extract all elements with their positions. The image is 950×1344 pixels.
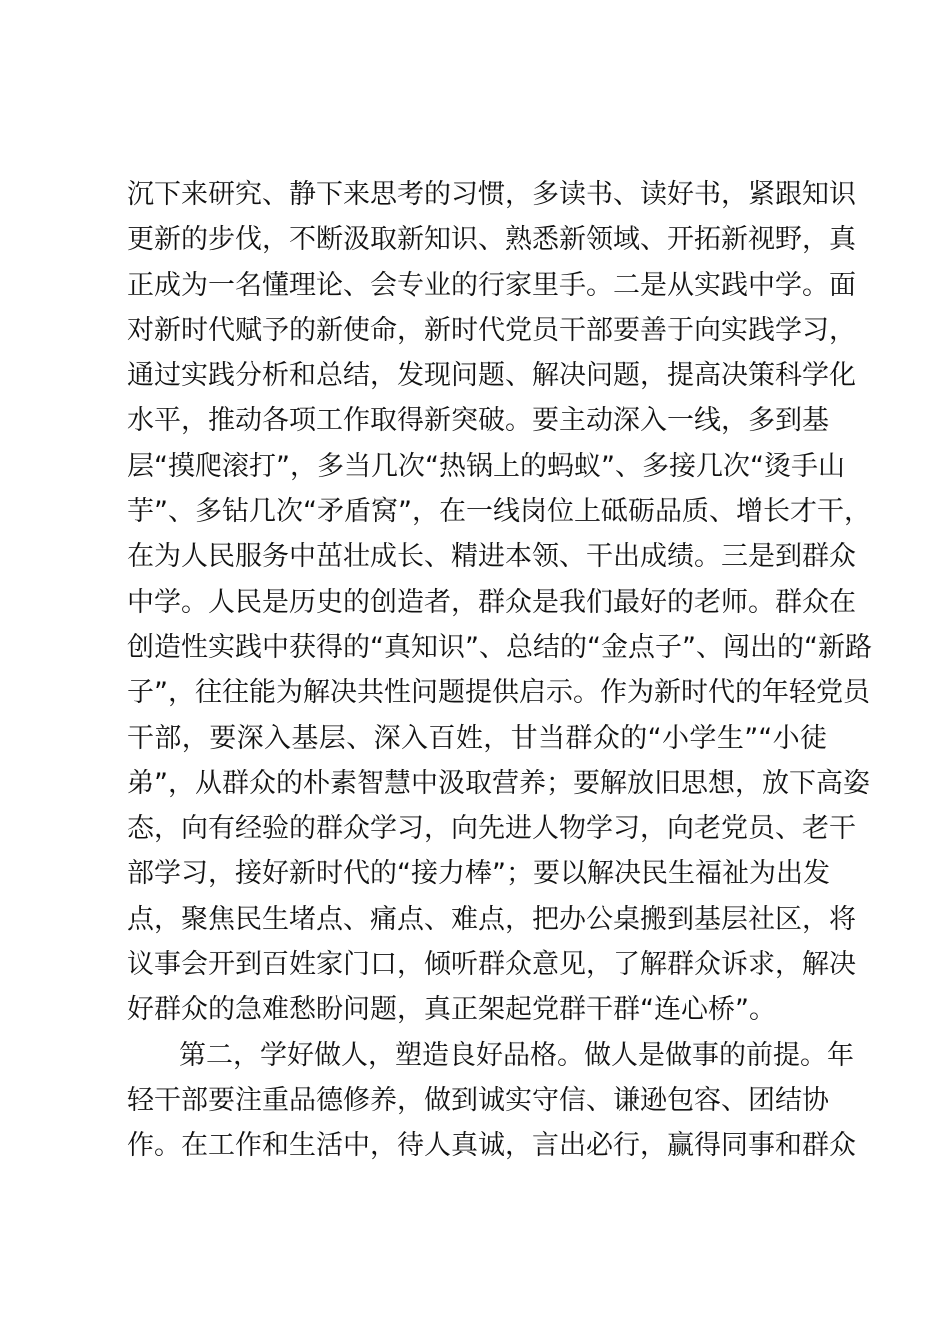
text-line: 在为人民服务中茁壮成长、精进本领、干出成绩。三是到群众 — [127, 541, 856, 573]
text-line: 干部，要深入基层、深入百姓，甘当群众的“小学生”“小徒 — [127, 722, 827, 754]
text-line: 中学。人民是历史的创造者，群众是我们最好的老师。群众在 — [127, 586, 856, 618]
text-line: 轻干部要注重品德修养，做到诚实守信、谦逊包容、团结协 — [127, 1084, 829, 1116]
text-line: 层“摸爬滚打”，多当几次“热锅上的蚂蚁”、多接几次“烫手山 — [127, 450, 845, 482]
text-line: 议事会开到百姓家门口，倾听群众意见，了解群众诉求，解决 — [127, 949, 856, 981]
text-line: 子”，往往能为解决共性问题提供启示。作为新时代的年轻党员 — [127, 677, 870, 709]
text-line: 水平，推动各项工作取得新突破。要主动深入一线，多到基 — [127, 405, 829, 437]
text-line: 沉下来研究、静下来思考的习惯，多读书、读好书，紧跟知识 — [127, 179, 856, 210]
text-line: 创造性实践中获得的“真知识”、总结的“金点子”、闯出的“新路 — [127, 631, 872, 663]
text-line: 点，聚焦民生堵点、痛点、难点，把办公桌搬到基层社区，将 — [127, 903, 856, 935]
text-line: 弟”，从群众的朴素智慧中汲取营养；要解放旧思想，放下高姿 — [127, 767, 870, 799]
text-line: 部学习，接好新时代的“接力棒”；要以解决民生福祉为出发 — [127, 858, 830, 890]
text-line: 更新的步伐，不断汲取新知识、熟悉新领域、开拓新视野，真 — [127, 224, 856, 256]
text-line: 作。在工作和生活中，待人真诚，言出必行，赢得同事和群众 — [127, 1130, 856, 1162]
text-line: 正成为一名懂理论、会专业的行家里手。二是从实践中学。面 — [127, 269, 856, 301]
text-line: 芋”、多钻几次“矛盾窝”，在一线岗位上砥砺品质、增长才干， — [127, 496, 871, 528]
body-text — [127, 172, 872, 1169]
text-line: 对新时代赋予的新使命，新时代党员干部要善于向实践学习， — [127, 314, 856, 346]
text-line: 态，向有经验的群众学习，向先进人物学习，向老党员、老干 — [127, 813, 856, 845]
text-line: 通过实践分析和总结，发现问题、解决问题，提高决策科学化 — [127, 360, 856, 392]
text-line: 好群众的急难愁盼问题，真正架起党群干群“连心桥”。 — [127, 994, 776, 1026]
paragraph-start-line: 第二，学好做人，塑造良好品格。做人是做事的前提。年 — [179, 1039, 854, 1071]
